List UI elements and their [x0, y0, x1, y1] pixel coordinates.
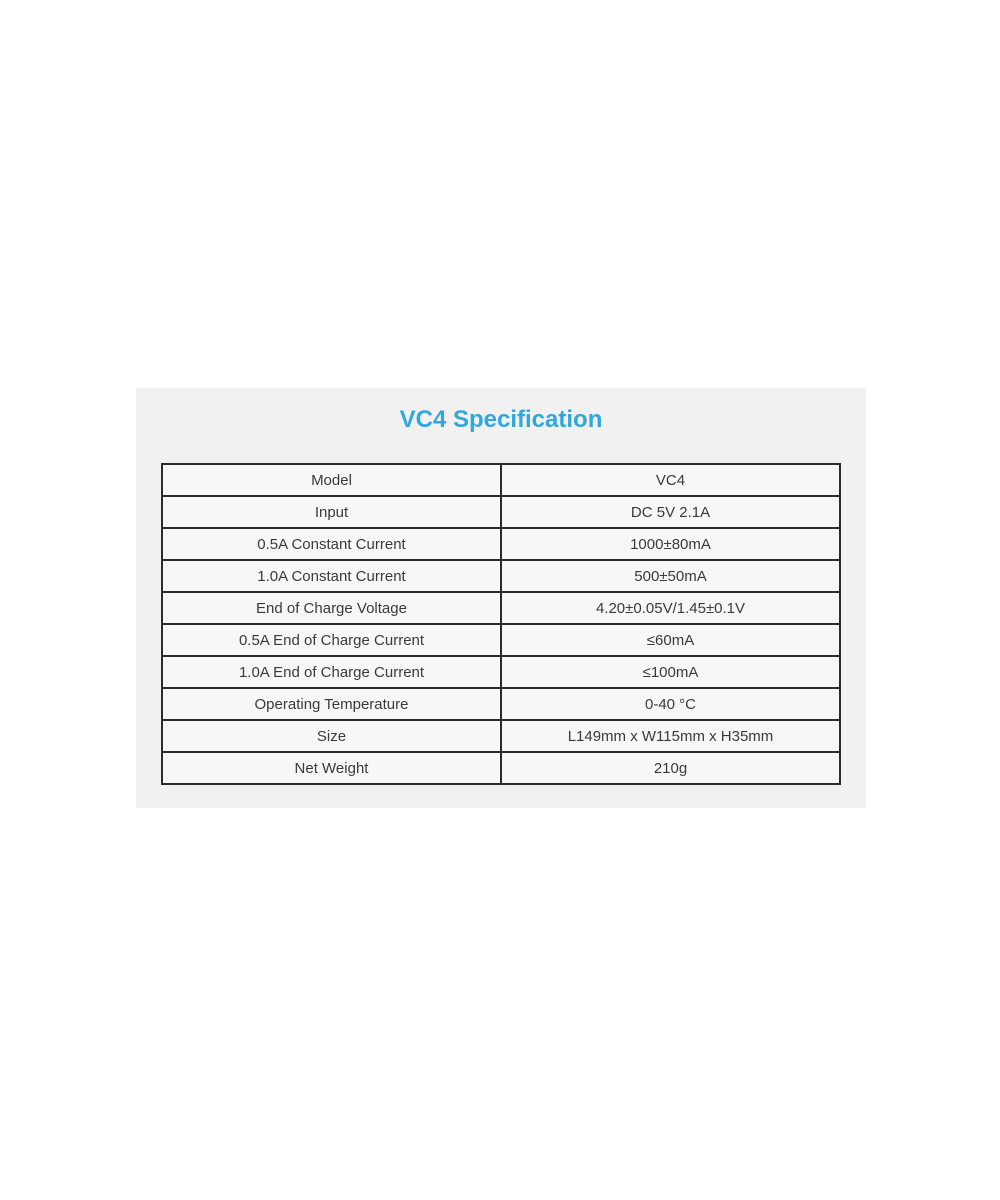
spec-table [161, 463, 841, 785]
spec-label: 1.0A End of Charge Current [162, 656, 501, 688]
spec-value: DC 5V 2.1A [501, 496, 840, 528]
table-row-05a-constant-current [162, 528, 840, 560]
table-row-size [162, 720, 840, 752]
spec-value: L149mm x W115mm x H35mm [501, 720, 840, 752]
spec-value: VC4 [501, 464, 840, 496]
spec-value: 210g [501, 752, 840, 784]
spec-label: Input [162, 496, 501, 528]
table-row-05a-end-of-charge-current [162, 624, 840, 656]
spec-label: Net Weight [162, 752, 501, 784]
spec-value: 500±50mA [501, 560, 840, 592]
spec-label: 0.5A End of Charge Current [162, 624, 501, 656]
spec-label: 0.5A Constant Current [162, 528, 501, 560]
spec-panel [136, 388, 866, 808]
spec-label: Size [162, 720, 501, 752]
spec-value: 4.20±0.05V/1.45±0.1V [501, 592, 840, 624]
page-title: VC4 Specification [399, 406, 603, 433]
spec-table-body [162, 464, 840, 784]
spec-value: 1000±80mA [501, 528, 840, 560]
spec-value: ≤60mA [501, 624, 840, 656]
table-row-10a-end-of-charge-current [162, 656, 840, 688]
spec-value: ≤100mA [501, 656, 840, 688]
table-row-net-weight [162, 752, 840, 784]
table-row-10a-constant-current [162, 560, 840, 592]
spec-label: Operating Temperature [162, 688, 501, 720]
spec-label: End of Charge Voltage [162, 592, 501, 624]
table-row-model [162, 464, 840, 496]
spec-label: 1.0A Constant Current [162, 560, 501, 592]
table-row-input [162, 496, 840, 528]
spec-value: 0-40 °C [501, 688, 840, 720]
table-row-end-of-charge-voltage [162, 592, 840, 624]
spec-label: Model [162, 464, 501, 496]
table-row-operating-temperature [162, 688, 840, 720]
